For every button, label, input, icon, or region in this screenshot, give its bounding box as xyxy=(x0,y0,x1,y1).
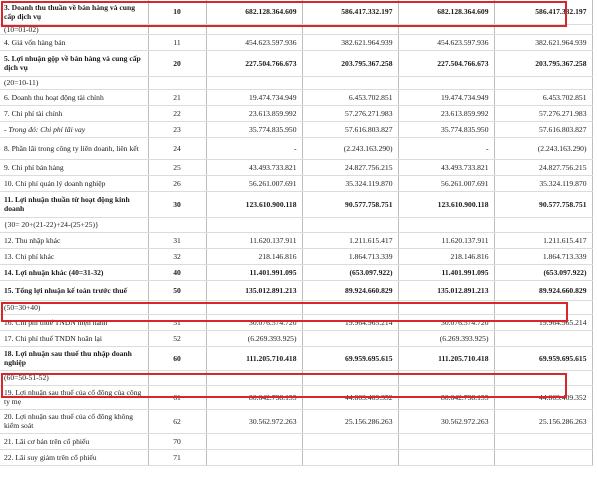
row-label: 15. Tổng lợi nhuận kế toán trước thuế xyxy=(0,280,148,300)
value-cell: (2.243.163.290) xyxy=(302,137,398,159)
row-code: 52 xyxy=(148,330,206,346)
table-row xyxy=(0,137,592,159)
row-code xyxy=(148,217,206,232)
value-cell xyxy=(494,370,592,385)
value-cell: 19.474.734.949 xyxy=(206,89,302,105)
value-cell: 135.012.891.213 xyxy=(398,280,494,300)
value-cell xyxy=(206,433,302,449)
value-cell: 23.613.859.992 xyxy=(398,105,494,121)
row-label: 5. Lợi nhuận gộp về bán hàng và cung cấp dịch vụ xyxy=(0,50,148,76)
table-row xyxy=(0,314,592,330)
value-cell: 682.128.364.609 xyxy=(398,0,494,24)
table-row xyxy=(0,248,592,264)
value-cell: 1.864.713.339 xyxy=(302,248,398,264)
value-cell: 24.827.756.215 xyxy=(302,159,398,175)
row-code: 51 xyxy=(148,314,206,330)
value-cell: 24.827.756.215 xyxy=(494,159,592,175)
row-code xyxy=(148,76,206,89)
table-row xyxy=(0,449,592,465)
value-cell: 35.774.835.950 xyxy=(398,121,494,137)
value-cell xyxy=(206,24,302,34)
row-label: 8. Phần lãi trong công ty liên doanh, liên kết xyxy=(0,137,148,159)
row-code xyxy=(148,24,206,34)
row-code: 60 xyxy=(148,346,206,370)
value-cell: 30.076.574.720 xyxy=(398,314,494,330)
value-cell: 682.128.364.609 xyxy=(206,0,302,24)
value-cell: 454.623.597.936 xyxy=(206,34,302,50)
value-cell: 19.964.965.214 xyxy=(302,314,398,330)
value-cell: (653.097.922) xyxy=(494,264,592,280)
value-cell: 218.146.816 xyxy=(398,248,494,264)
value-cell: 30.562.972.263 xyxy=(206,409,302,433)
value-cell: 25.156.286.263 xyxy=(302,409,398,433)
row-label: 16. Chi phí thuế TNDN hiện hành xyxy=(0,314,148,330)
value-cell: 454.623.597.936 xyxy=(398,34,494,50)
row-label: 19. Lợi nhuận sau thuế của cổ đông của công ty mẹ xyxy=(0,385,148,409)
value-cell: 6.453.702.851 xyxy=(494,89,592,105)
row-code: 25 xyxy=(148,159,206,175)
value-cell: 69.959.695.615 xyxy=(302,346,398,370)
row-label: 12. Thu nhập khác xyxy=(0,232,148,248)
row-label: 9. Chi phí bán hàng xyxy=(0,159,148,175)
row-label: (10=01-02) xyxy=(0,24,148,34)
value-cell: 123.610.900.118 xyxy=(398,191,494,217)
value-cell: 6.453.702.851 xyxy=(302,89,398,105)
table-row xyxy=(0,385,592,409)
value-cell xyxy=(302,76,398,89)
value-cell: 586.417.332.197 xyxy=(302,0,398,24)
value-cell xyxy=(398,24,494,34)
value-cell: (2.243.163.290) xyxy=(494,137,592,159)
row-code: 61 xyxy=(148,385,206,409)
value-cell: 382.621.964.939 xyxy=(302,34,398,50)
value-cell xyxy=(494,300,592,314)
value-cell xyxy=(398,76,494,89)
value-cell: 89.924.660.829 xyxy=(302,280,398,300)
value-cell xyxy=(398,217,494,232)
value-cell: (6.269.393.925) xyxy=(206,330,302,346)
value-cell: 30.562.972.263 xyxy=(398,409,494,433)
value-cell xyxy=(494,433,592,449)
value-cell: 23.613.859.992 xyxy=(206,105,302,121)
row-label: 7. Chi phí tài chính xyxy=(0,105,148,121)
row-label: 18. Lợi nhuận sau thuế thu nhập doanh nghiệp xyxy=(0,346,148,370)
value-cell: 80.642.738.155 xyxy=(206,385,302,409)
value-cell: 57.276.271.983 xyxy=(494,105,592,121)
table-row xyxy=(0,24,592,34)
value-cell: 30.076.574.720 xyxy=(206,314,302,330)
value-cell: 11.401.991.095 xyxy=(206,264,302,280)
value-cell: 227.504.766.673 xyxy=(206,50,302,76)
value-cell xyxy=(398,370,494,385)
row-code: 26 xyxy=(148,175,206,191)
value-cell: 57.616.803.827 xyxy=(494,121,592,137)
value-cell: - xyxy=(398,137,494,159)
table-row xyxy=(0,121,592,137)
row-code: 20 xyxy=(148,50,206,76)
table-row xyxy=(0,264,592,280)
row-label: - Trong đó: Chi phí lãi vay xyxy=(0,121,148,137)
value-cell: 123.610.900.118 xyxy=(206,191,302,217)
row-code: 71 xyxy=(148,449,206,465)
value-cell: 11.620.137.911 xyxy=(398,232,494,248)
value-cell: 35.324.119.870 xyxy=(302,175,398,191)
value-cell: 19.474.734.949 xyxy=(398,89,494,105)
value-cell xyxy=(206,370,302,385)
row-code: 21 xyxy=(148,89,206,105)
value-cell xyxy=(398,433,494,449)
row-code: 22 xyxy=(148,105,206,121)
value-cell: 89.924.660.829 xyxy=(494,280,592,300)
value-cell: 111.205.710.418 xyxy=(206,346,302,370)
row-label: 20. Lợi nhuận sau thuế của cổ đông không kiểm soát xyxy=(0,409,148,433)
value-cell: 135.012.891.213 xyxy=(206,280,302,300)
value-cell: 43.493.733.821 xyxy=(398,159,494,175)
value-cell xyxy=(494,76,592,89)
table-row xyxy=(0,232,592,248)
value-cell: 218.146.816 xyxy=(206,248,302,264)
value-cell: (6.269.393.925) xyxy=(398,330,494,346)
row-label: (50=30+40) xyxy=(0,300,148,314)
row-label: 17. Chi phí thuế TNDN hoãn lại xyxy=(0,330,148,346)
value-cell: 43.493.733.821 xyxy=(206,159,302,175)
row-code: 70 xyxy=(148,433,206,449)
value-cell: 56.261.007.691 xyxy=(398,175,494,191)
value-cell: 35.774.835.950 xyxy=(206,121,302,137)
table-row xyxy=(0,159,592,175)
row-code xyxy=(148,300,206,314)
value-cell xyxy=(206,76,302,89)
table-row xyxy=(0,330,592,346)
row-code: 31 xyxy=(148,232,206,248)
value-cell: 25.156.286.263 xyxy=(494,409,592,433)
value-cell xyxy=(302,449,398,465)
row-label: 11. Lợi nhuận thuần từ hoạt động kinh doanh xyxy=(0,191,148,217)
value-cell xyxy=(302,330,398,346)
value-cell xyxy=(302,217,398,232)
value-cell: 227.504.766.673 xyxy=(398,50,494,76)
row-label: 10. Chi phí quản lý doanh nghiệp xyxy=(0,175,148,191)
value-cell: 111.205.710.418 xyxy=(398,346,494,370)
row-label: (60=50-51-52) xyxy=(0,370,148,385)
table-row xyxy=(0,76,592,89)
row-label: 21. Lãi cơ bản trên cổ phiếu xyxy=(0,433,148,449)
row-code: 50 xyxy=(148,280,206,300)
table-row xyxy=(0,300,592,314)
value-cell xyxy=(398,449,494,465)
value-cell: 80.642.738.155 xyxy=(398,385,494,409)
value-cell xyxy=(302,300,398,314)
value-cell: (653.097.922) xyxy=(302,264,398,280)
value-cell xyxy=(494,217,592,232)
value-cell xyxy=(302,433,398,449)
value-cell: 11.401.991.095 xyxy=(398,264,494,280)
table-row xyxy=(0,50,592,76)
value-cell: 1.211.615.417 xyxy=(302,232,398,248)
value-cell xyxy=(302,24,398,34)
value-cell: 56.261.007.691 xyxy=(206,175,302,191)
row-code: 40 xyxy=(148,264,206,280)
value-cell: 203.795.367.258 xyxy=(494,50,592,76)
value-cell: 1.864.713.339 xyxy=(494,248,592,264)
row-code xyxy=(148,370,206,385)
value-cell: 57.276.271.983 xyxy=(302,105,398,121)
row-label: (20=10-11) xyxy=(0,76,148,89)
table-row xyxy=(0,346,592,370)
table-row xyxy=(0,191,592,217)
value-cell: 203.795.367.258 xyxy=(302,50,398,76)
row-label: 4. Giá vốn hàng bán xyxy=(0,34,148,50)
value-cell xyxy=(302,370,398,385)
value-cell: - xyxy=(206,137,302,159)
row-code: 30 xyxy=(148,191,206,217)
table-row xyxy=(0,105,592,121)
value-cell xyxy=(398,300,494,314)
value-cell xyxy=(494,449,592,465)
table-row xyxy=(0,89,592,105)
table-row xyxy=(0,0,592,24)
row-label: 3. Doanh thu thuần về bán hàng và cung cấp dịch vụ xyxy=(0,0,148,24)
row-code: 24 xyxy=(148,137,206,159)
table-row xyxy=(0,370,592,385)
value-cell: 1.211.615.417 xyxy=(494,232,592,248)
value-cell: 57.616.803.827 xyxy=(302,121,398,137)
value-cell: 90.577.758.751 xyxy=(494,191,592,217)
value-cell: 19.964.965.214 xyxy=(494,314,592,330)
table-row xyxy=(0,34,592,50)
row-label: {30= 20+(21-22)+24-(25+25)} xyxy=(0,217,148,232)
table-row xyxy=(0,280,592,300)
table-row xyxy=(0,409,592,433)
row-code: 10 xyxy=(148,0,206,24)
value-cell: 382.621.964.939 xyxy=(494,34,592,50)
row-label: 14. Lợi nhuận khác (40=31-32) xyxy=(0,264,148,280)
row-label: 13. Chi phí khác xyxy=(0,248,148,264)
value-cell xyxy=(206,300,302,314)
value-cell: 90.577.758.751 xyxy=(302,191,398,217)
value-cell: 44.803.409.352 xyxy=(494,385,592,409)
value-cell xyxy=(494,330,592,346)
value-cell: 11.620.137.911 xyxy=(206,232,302,248)
row-code: 11 xyxy=(148,34,206,50)
value-cell xyxy=(494,24,592,34)
value-cell: 44.803.409.352 xyxy=(302,385,398,409)
value-cell: 586.417.332.197 xyxy=(494,0,592,24)
value-cell xyxy=(206,449,302,465)
value-cell: 69.959.695.615 xyxy=(494,346,592,370)
value-cell: 35.324.119.870 xyxy=(494,175,592,191)
table-row xyxy=(0,433,592,449)
row-label: 22. Lãi suy giảm trên cổ phiếu xyxy=(0,449,148,465)
row-code: 32 xyxy=(148,248,206,264)
value-cell xyxy=(206,217,302,232)
table-row xyxy=(0,175,592,191)
row-code: 62 xyxy=(148,409,206,433)
table-row xyxy=(0,217,592,232)
row-code: 23 xyxy=(148,121,206,137)
row-label: 6. Doanh thu hoạt động tài chính xyxy=(0,89,148,105)
